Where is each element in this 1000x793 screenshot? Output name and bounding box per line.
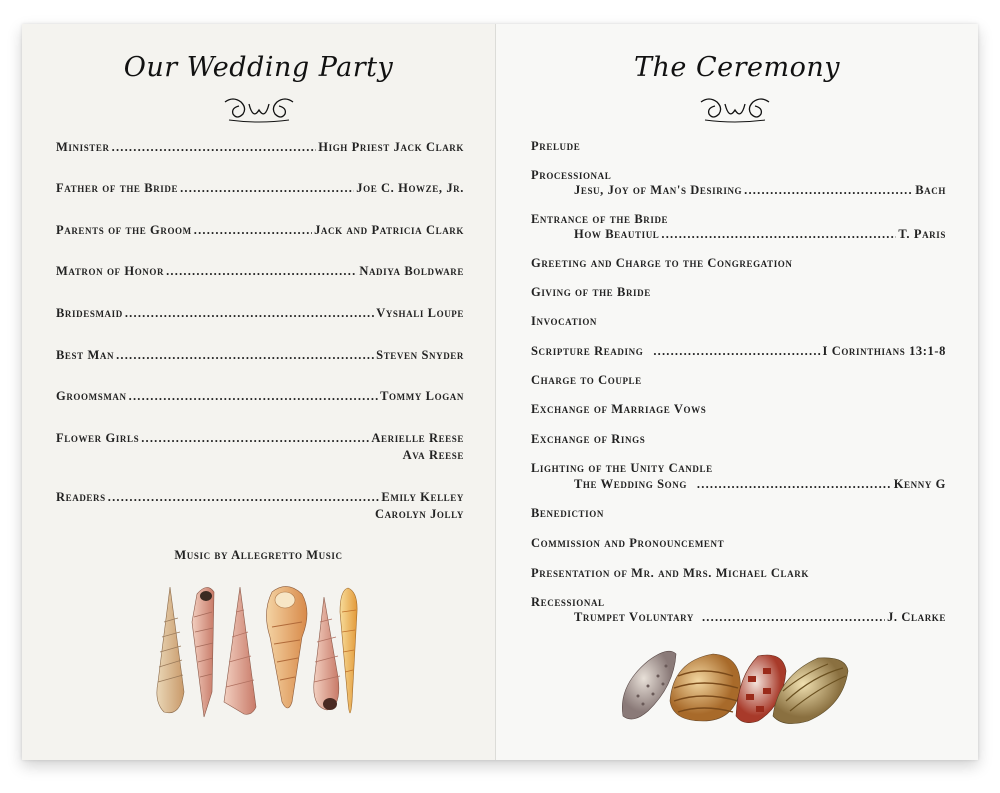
ceremony-item: Exchange of Marriage Vows	[531, 402, 707, 416]
ceremony-subitem	[574, 610, 946, 625]
party-name: Aerielle Reese	[371, 431, 464, 445]
party-row-readers	[56, 490, 464, 505]
dot-leader	[744, 183, 913, 198]
ceremony-item: Invocation	[531, 314, 598, 328]
party-role: Readers	[56, 490, 106, 504]
party-role: Minister	[56, 140, 110, 154]
music-credit: Music by Allegretto Music	[174, 548, 343, 562]
left-page	[22, 24, 495, 760]
ceremony-subitem	[574, 477, 946, 492]
party-role: Best Man	[56, 348, 115, 362]
dot-leader	[125, 306, 374, 321]
party-role: Matron of Honor	[56, 264, 165, 278]
ceremony-title: The Ceremony	[634, 52, 840, 83]
subitem-title: Trumpet Voluntary	[574, 610, 694, 624]
ceremony-item-value: I Corinthians 13:1-8	[822, 344, 946, 358]
ceremony-item: Lighting of the Unity Candle	[531, 461, 713, 475]
party-name-secondary: Ava Reese	[402, 448, 464, 462]
ceremony-item-label: Scripture Reading	[531, 344, 644, 358]
ceremony-subitem	[574, 227, 946, 242]
party-name-secondary: Carolyn Jolly	[374, 507, 464, 521]
ceremony-item: Prelude	[531, 139, 581, 153]
dot-leader	[653, 344, 820, 359]
party-row-bridesmaid	[56, 306, 464, 321]
party-row-matron-of-honor	[56, 264, 464, 279]
party-name: Steven Snyder	[376, 348, 464, 362]
dot-leader	[697, 477, 892, 492]
program-spread	[22, 24, 978, 760]
subitem-value: J. Clarke	[887, 610, 946, 624]
party-row-best-man	[56, 348, 464, 363]
party-name: High Priest Jack Clark	[318, 140, 464, 154]
party-name: Tommy Logan	[380, 389, 464, 403]
ceremony-item: Presentation of Mr. and Mrs. Michael Clark	[531, 566, 809, 580]
subitem-value: T. Paris	[898, 227, 946, 241]
subitem-title: Jesu, Joy of Man's Desiring	[574, 183, 743, 197]
subitem-value: Bach	[915, 183, 946, 197]
party-name: Jack and Patricia Clark	[314, 223, 464, 237]
dot-leader	[661, 227, 896, 242]
ceremony-item: Benediction	[531, 506, 604, 520]
flourish-ornament-icon	[699, 94, 771, 124]
dot-leader	[180, 181, 354, 196]
party-name: Nadiya Boldware	[359, 264, 464, 278]
ceremony-item: Charge to Couple	[531, 373, 642, 387]
party-name: Vyshali Loupe	[376, 306, 464, 320]
dot-leader	[166, 264, 357, 279]
dot-leader	[702, 610, 885, 625]
party-role: Parents of the Groom	[56, 223, 192, 237]
ceremony-item: Recessional	[531, 595, 605, 609]
dot-leader	[116, 348, 374, 363]
ceremony-item: Entrance of the Bride	[531, 212, 669, 226]
dot-leader	[141, 431, 369, 446]
subitem-value: Kenny G	[893, 477, 946, 491]
party-role: Bridesmaid	[56, 306, 123, 320]
party-row-groomsman	[56, 389, 464, 404]
ceremony-item: Giving of the Bride	[531, 285, 651, 299]
party-role: Flower Girls	[56, 431, 140, 445]
ceremony-item-with-value	[531, 344, 946, 359]
flourish-ornament-icon	[223, 94, 295, 124]
dot-leader	[194, 223, 312, 238]
right-page	[495, 24, 978, 760]
ceremony-item: Greeting and Charge to the Congregation	[531, 256, 793, 270]
ceremony-item: Processional	[531, 168, 612, 182]
subitem-title: How Beautiul	[574, 227, 660, 241]
ceremony-item: Exchange of Rings	[531, 432, 646, 446]
party-row-father-of-bride	[56, 181, 464, 196]
dot-leader	[129, 389, 378, 404]
dot-leader	[112, 140, 317, 155]
party-row-flower-girls	[56, 431, 464, 446]
round-shells-illustration-icon	[618, 646, 856, 726]
ceremony-item: Commission and Pronouncement	[531, 536, 725, 550]
party-name: Emily Kelley	[381, 490, 464, 504]
ceremony-subitem	[574, 183, 946, 198]
party-row-parents-of-groom	[56, 223, 464, 238]
wedding-party-title: Our Wedding Party	[123, 52, 394, 83]
spiral-shells-illustration-icon	[152, 582, 362, 727]
party-row-minister	[56, 140, 464, 155]
party-role: Groomsman	[56, 389, 127, 403]
subitem-title: The Wedding Song	[574, 477, 687, 491]
party-name: Joe C. Howze, Jr.	[356, 181, 464, 195]
party-role: Father of the Bride	[56, 181, 179, 195]
dot-leader	[108, 490, 380, 505]
